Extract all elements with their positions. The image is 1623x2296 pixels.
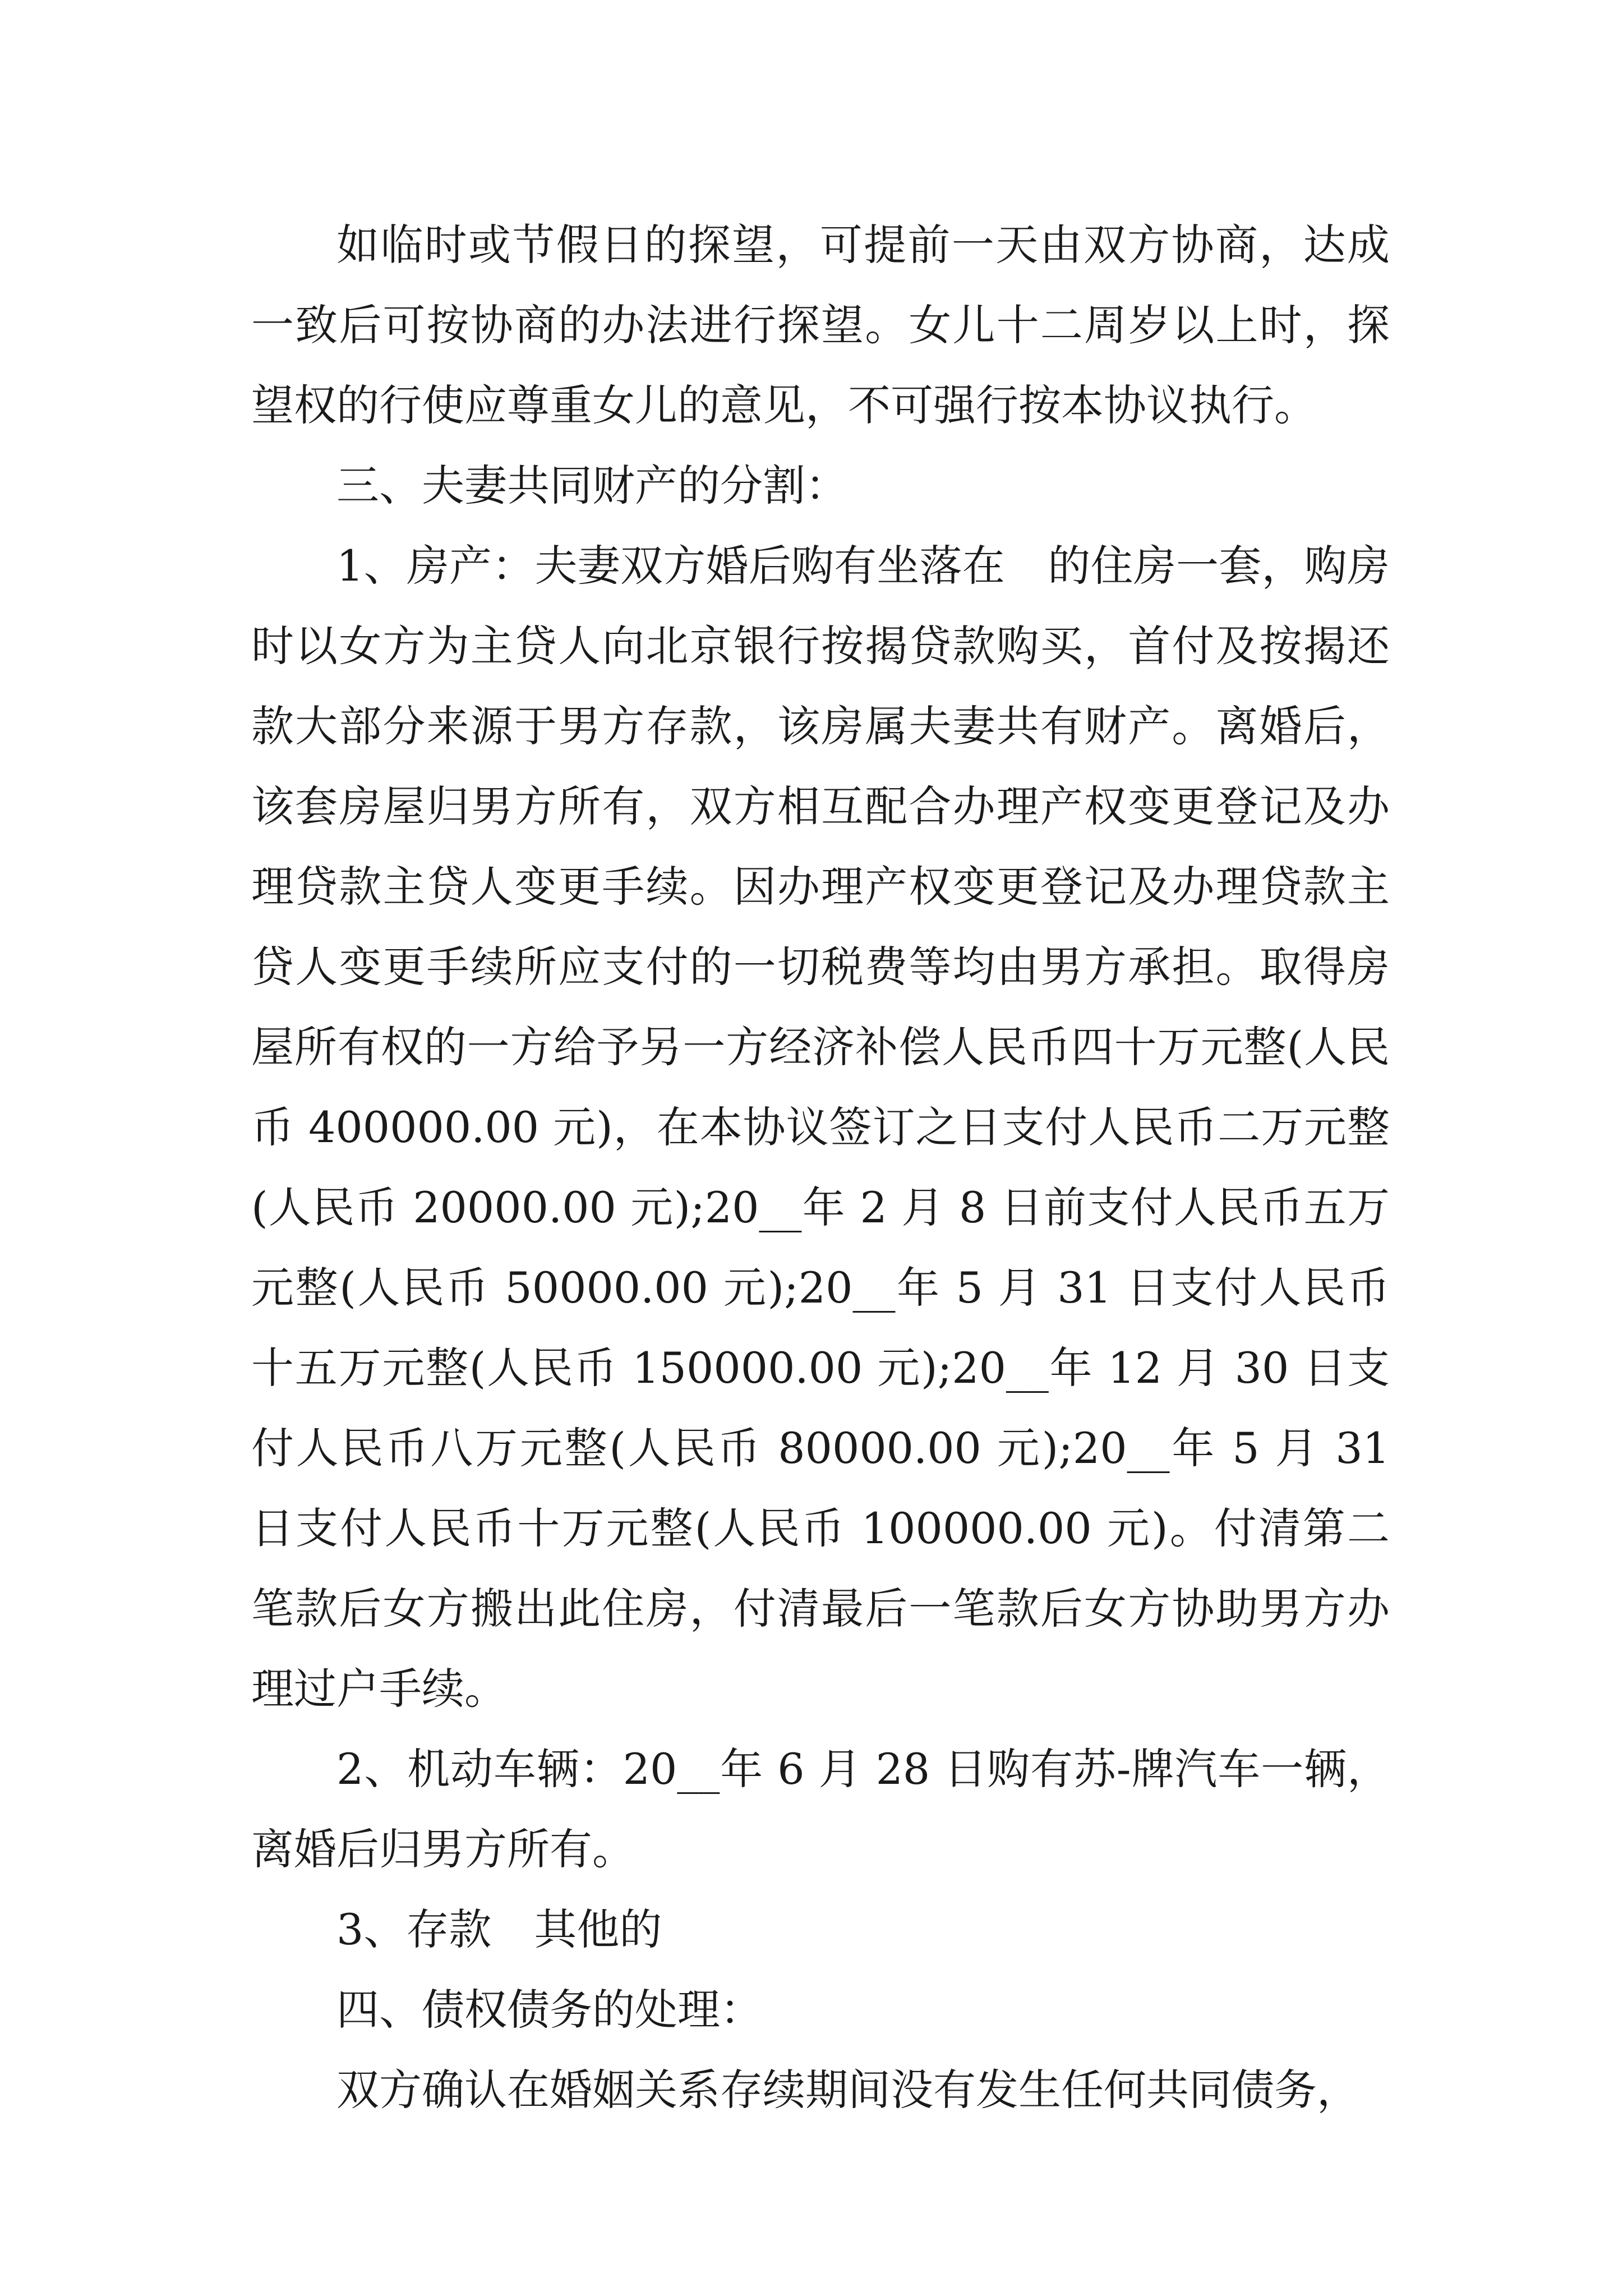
section-heading-property-division: 三、夫妻共同财产的分割：: [336, 461, 848, 510]
paragraph-debts-confirmation: 双方确认在婚姻关系存续期间没有发生任何共同债务，: [336, 2065, 1359, 2115]
paragraph-deposits: 3、存款 其他的: [336, 1904, 662, 1954]
paragraph-visitation: 如临时或节假日的探望，可提前一天由双方协商，达成一致后可按协商的办法进行探望。女儿十二周岁以上时，探望权的行使应尊重女儿的意见，不可强行按本协议执行。: [251, 220, 1390, 430]
paragraph-real-estate: 1、房产：夫妻双方婚后购有坐落在 的住房一套，购房时以女方为主贷人向北京银行按揭贷款购买，首付及按揭还款大部分来源于男方存款，该房属夫妻共有财产。离婚后，该套房屋归男方所有，双方相互配合办理产权变更登记及办理贷款主贷人变更手续。因办理产权变更登记及办理贷款主贷人变更手续所应支付的一切税费等均由男方承担。取得房屋所有权的一方给予另一方经济补偿人民币四十万元整(人民币 400000.00 元)，在本协议签订之日支付人民币二万元整(人民币 20000.00 元);20__年 2 月 8 日前支付人民币五万元整(人民币 50000.00 元);20__年 5 月 31 日支付人民币十五万元整(人民币 150000.00 元);20__年 12 月 30 日支付人民币八万元整(人民币 80000.00 元);20__年 5 月 31 日支付人民币十万元整(人民币 100000.00 元)。付清第二笔款后女方搬出此住房，付清最后一笔款后女方协助男方办理过户手续。: [251, 541, 1390, 1714]
paragraph-vehicle: 2、机动车辆：20__年 6 月 28 日购有苏-牌汽车一辆，离婚后归男方所有。: [251, 1744, 1390, 1874]
document-body: [251, 205, 1390, 2130]
section-heading-debts: 四、债权债务的处理：: [336, 1985, 763, 2035]
